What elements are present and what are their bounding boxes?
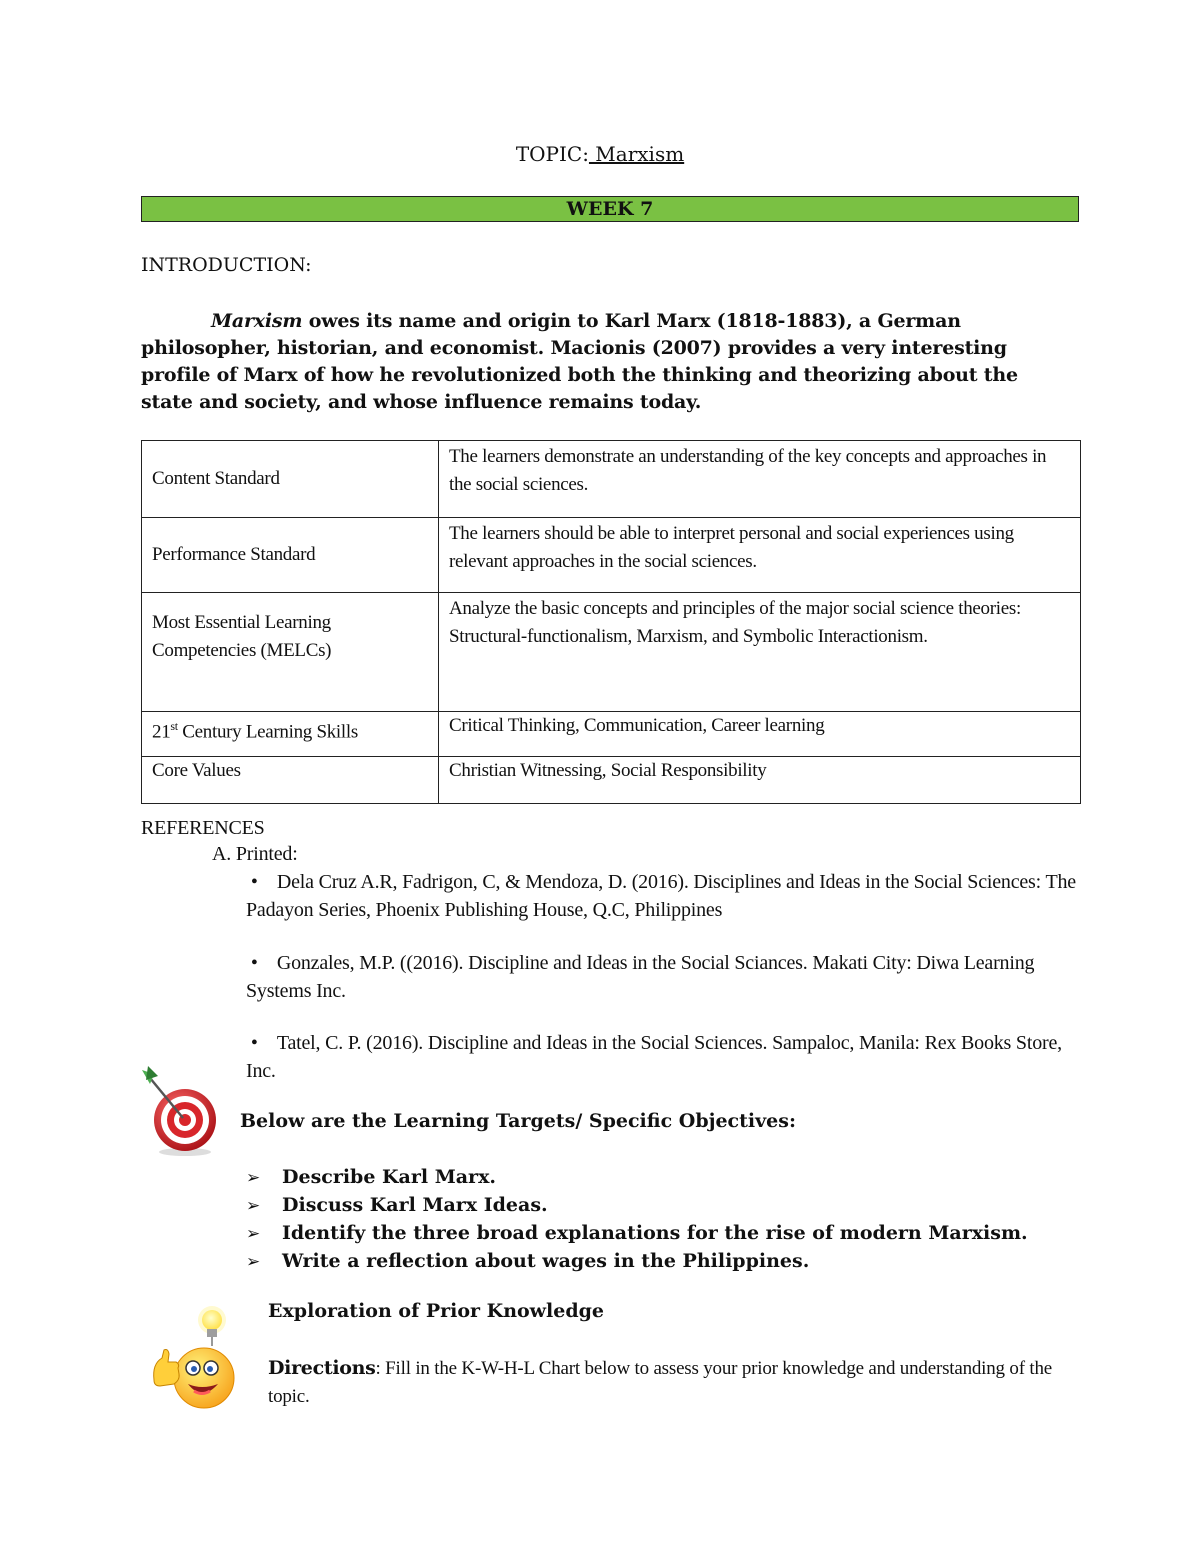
row-label bbox=[142, 712, 439, 757]
topic-value: Marxism bbox=[588, 142, 685, 166]
directions-label: Directions bbox=[268, 1357, 376, 1379]
row-label-number: 21 bbox=[152, 721, 171, 743]
list-item bbox=[246, 1220, 1028, 1248]
objectives-list bbox=[246, 1164, 1028, 1276]
reference-item bbox=[246, 1029, 1076, 1085]
row-value: The learners demonstrate an understanding of the key concepts and approaches in the social sciences. bbox=[439, 441, 1081, 518]
arrow-bullet-icon: ➢ bbox=[246, 1196, 261, 1216]
standards-table bbox=[141, 440, 1081, 804]
row-label: Most Essential Learning Competencies (MELCs) bbox=[142, 593, 439, 712]
topic-label: TOPIC: bbox=[515, 142, 589, 166]
reference-text: Tatel, C. P. (2016). Discipline and Ideas in the Social Sciences. Sampaloc, Manila: Rex Books Store, Inc. bbox=[246, 1032, 1062, 1082]
introduction-text: owes its name and origin to Karl Marx (1818-1883), a German philosopher, historian, and economist. Macionis (2007) provides a very interesting profile of Marx of how he revolutionized both the thinking and theorizing about the state and society, and whose influence remains today. bbox=[141, 310, 1018, 413]
row-label-text: Century Learning Skills bbox=[177, 721, 358, 743]
lightbulb-icon bbox=[198, 1306, 226, 1346]
week-banner bbox=[141, 196, 1079, 222]
bullet-icon: • bbox=[250, 1032, 258, 1054]
week-label: WEEK 7 bbox=[566, 198, 654, 220]
objective-text: Discuss Karl Marx Ideas. bbox=[282, 1194, 548, 1216]
reference-item bbox=[246, 868, 1076, 924]
printed-label: A. Printed: bbox=[212, 843, 298, 865]
table-row bbox=[142, 518, 1081, 593]
bullet-icon: • bbox=[250, 952, 258, 974]
row-label: Core Values bbox=[142, 757, 439, 804]
smiley-thumbs-up-icon bbox=[146, 1302, 242, 1412]
exploration-heading: Exploration of Prior Knowledge bbox=[268, 1300, 604, 1322]
table-row bbox=[142, 712, 1081, 757]
reference-text: Dela Cruz A.R, Fadrigon, C, & Mendoza, D. (2016). Disciplines and Ideas in the Social Sciences: The Padayon Series, Phoenix Publishing House, Q.C, Philippines bbox=[246, 871, 1076, 921]
arrow-bullet-icon: ➢ bbox=[246, 1168, 261, 1188]
row-value: Critical Thinking, Communication, Career learning bbox=[439, 712, 1081, 757]
row-value: Analyze the basic concepts and principles of the major social science theories: Structural-functionalism, Marxism, and Symbolic Interactionism. bbox=[439, 593, 1081, 712]
arrow-bullet-icon: ➢ bbox=[246, 1224, 261, 1244]
objective-text: Describe Karl Marx. bbox=[282, 1166, 497, 1188]
table-row bbox=[142, 757, 1081, 804]
objective-text: Write a reflection about wages in the Philippines. bbox=[282, 1250, 810, 1272]
row-label: Content Standard bbox=[142, 441, 439, 518]
arrow-bullet-icon: ➢ bbox=[246, 1252, 261, 1272]
reference-text: Gonzales, M.P. ((2016). Discipline and Ideas in the Social Sciances. Makati City: Diwa Learning Systems Inc. bbox=[246, 952, 1035, 1002]
row-value: Christian Witnessing, Social Responsibility bbox=[439, 757, 1081, 804]
row-label-ordinal: st bbox=[170, 719, 178, 733]
list-item bbox=[246, 1248, 1028, 1276]
introduction-lead-word: Marxism bbox=[211, 310, 303, 332]
introduction-heading: INTRODUCTION: bbox=[141, 254, 312, 276]
target-icon bbox=[138, 1064, 222, 1158]
row-value: The learners should be able to interpret personal and social experiences using relevant approaches in the social sciences. bbox=[439, 518, 1081, 593]
learning-targets-heading: Below are the Learning Targets/ Specific Objectives: bbox=[240, 1110, 796, 1132]
table-row bbox=[142, 441, 1081, 518]
list-item bbox=[246, 1164, 1028, 1192]
list-item bbox=[246, 1192, 1028, 1220]
row-label: Performance Standard bbox=[142, 518, 439, 593]
introduction-paragraph bbox=[141, 308, 1061, 416]
bullet-icon: • bbox=[250, 871, 258, 893]
directions-body: : Fill in the K-W-H-L Chart below to assess your prior knowledge and understanding of the topic. bbox=[268, 1358, 1052, 1407]
objective-text: Identify the three broad explanations for the rise of modern Marxism. bbox=[282, 1222, 1028, 1244]
topic-title bbox=[0, 142, 1200, 166]
directions-text bbox=[268, 1354, 1068, 1411]
references-heading: REFERENCES bbox=[141, 817, 265, 839]
reference-item bbox=[246, 949, 1076, 1005]
table-row bbox=[142, 593, 1081, 712]
